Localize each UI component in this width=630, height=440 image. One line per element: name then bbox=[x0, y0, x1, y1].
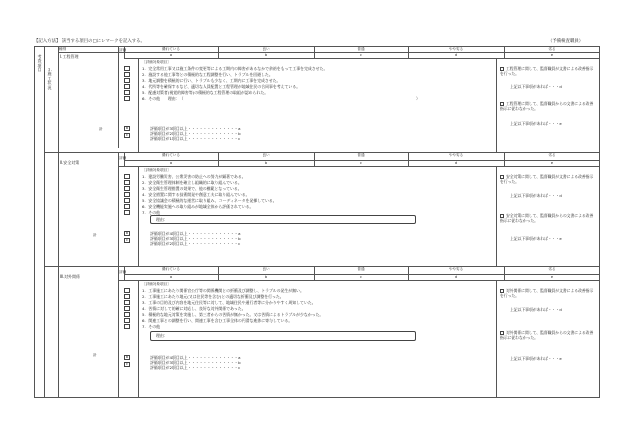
note-text: 安全対策に関して、監督職員が文書による改善指示を行った。 bbox=[500, 174, 594, 185]
eval-item: 2．工事施工にあたり地元(又は住民等を含む)との適切な折衝及び調整を行った。 bbox=[142, 294, 284, 299]
grade-label: 良い bbox=[262, 267, 270, 271]
count-rule: 評価項目が2項目以上・・・・・・・・・・・・・c bbox=[150, 365, 241, 370]
target-heading: ［評価対象項目］ bbox=[142, 60, 171, 64]
note-text: 上記以下事項があれば・・・e bbox=[510, 356, 562, 361]
item-checkbox[interactable] bbox=[124, 288, 130, 293]
eval-item: 6．その他 理由：（ bbox=[142, 96, 184, 101]
eval-item: 5．積極的な地元対策を実施し、第三者からの苦情が無かった。又は苦情によるトラブルが少なかった。 bbox=[142, 312, 324, 317]
target-heading: ［評価対象項目］ bbox=[142, 168, 171, 172]
grade-letter: c bbox=[360, 160, 362, 165]
item-checkbox[interactable] bbox=[124, 294, 130, 299]
category-label: 考査項目 bbox=[37, 54, 42, 73]
grade-label: 優れている bbox=[162, 47, 180, 51]
grade-letter: a bbox=[169, 274, 173, 279]
grade-letter: e bbox=[550, 274, 554, 279]
grade-letter: c bbox=[360, 53, 362, 57]
eval-item: 5．配慮対策者(視覚的障害等)の積極的な工程管理の取組が認められた。 bbox=[142, 90, 269, 95]
eval-item: 1．建設労働災害、公衆災害の防止への努力が顕著である。 bbox=[142, 174, 246, 179]
note-text: 工程管理に関して、監督職員からの文書による改善指示に従わなかった。 bbox=[500, 101, 594, 112]
item-checkbox[interactable] bbox=[124, 312, 130, 317]
grade-label: 良い bbox=[262, 153, 270, 157]
note-text: 上記以下事項があれば・・・e bbox=[510, 236, 562, 241]
item-checkbox[interactable] bbox=[124, 72, 130, 77]
item-checkbox[interactable] bbox=[124, 192, 130, 197]
grade-letter: b bbox=[264, 53, 268, 57]
count-rule: 評価項目が4項目以上・・・・・・・・・・・・・a bbox=[150, 355, 241, 360]
eval-label: 評価 bbox=[119, 156, 127, 160]
eval-item: 4．苦情に対して的確に対応し、良好な対外関係であった。 bbox=[142, 306, 246, 311]
grade-letter: b bbox=[264, 274, 268, 279]
subcategory-label: ３．施工状況 bbox=[47, 67, 55, 90]
eval-item: 3．地元調整を積極的に行い、トラブルも少なく、工期内に工事を完成させた。 bbox=[142, 78, 281, 83]
eval-item: 5．安全協議会の積極的な運営に取り組み、コーディネータを発揮している。 bbox=[142, 198, 277, 203]
note-text: 安全対策に関して、監督職員からの文書による改善指示に従わなかった。 bbox=[500, 213, 594, 224]
item-checkbox[interactable] bbox=[124, 318, 130, 323]
eval-item: 3．工事の目的及び内容を地元住民等に対して、地域住民や通行者等に分かりやすく周知していた。 bbox=[142, 300, 316, 305]
grade-label: 普通 bbox=[357, 267, 365, 271]
item-checkbox[interactable] bbox=[124, 96, 130, 101]
note-text: 上記以下事項があれば・・・e bbox=[510, 121, 562, 126]
item-checkbox[interactable] bbox=[124, 180, 130, 185]
reason-close: ） bbox=[416, 96, 420, 101]
item-checkbox[interactable] bbox=[124, 66, 130, 71]
grade-label: 普通 bbox=[357, 47, 365, 51]
total-box-letter: c bbox=[126, 132, 128, 137]
total-label: 計 bbox=[93, 233, 97, 237]
eval-item: 1．完全常用工事又は施工条件の変更等による工期内の障害があるなかで余裕をもって工事を完成させた。 bbox=[142, 66, 328, 71]
note-text: 上記以下事項があれば・・・d bbox=[510, 193, 562, 198]
total-box-letter: b bbox=[125, 125, 129, 130]
grade-label: 優れている bbox=[162, 267, 180, 271]
grade-letter: e bbox=[550, 53, 554, 57]
target-heading: ［評価対象項目］ bbox=[142, 282, 171, 286]
grade-label: 良い bbox=[262, 47, 270, 51]
grade-label: やや劣る bbox=[448, 153, 464, 157]
total-label: 計 bbox=[99, 127, 103, 131]
item-checkbox[interactable] bbox=[124, 300, 130, 305]
reason-label: 理由： bbox=[156, 217, 168, 222]
reason-label: 理由： bbox=[156, 333, 168, 338]
count-rule: 評価項目が2項目以上・・・・・・・・・・・・・c bbox=[150, 241, 241, 246]
total-box-letter: c bbox=[126, 237, 128, 242]
grade-label: 優れている bbox=[162, 153, 180, 157]
grade-label: やや劣る bbox=[448, 267, 464, 271]
note-text: 上記以下事項があれば・・・d bbox=[510, 307, 562, 312]
reason-bracket[interactable] bbox=[150, 331, 416, 341]
item-checkbox[interactable] bbox=[124, 186, 130, 191]
reviewer-label: （予備検査職員） bbox=[548, 39, 584, 44]
eval-item: 7．その他 bbox=[142, 324, 161, 329]
item-checkbox[interactable] bbox=[124, 306, 130, 311]
note-text: 対外関係に関して、監督職員が文書による改善指示を行った。 bbox=[500, 288, 594, 299]
note-text: 工程管理に関して、監督職員が文書による改善指示を行った。 bbox=[500, 66, 594, 77]
grade-letter: d bbox=[454, 53, 458, 57]
grade-label: 劣る bbox=[548, 153, 556, 157]
eval-item: 6．関連工事との調整を行い、関連工事を含む工事全体の円滑な進捗に寄与している。 bbox=[142, 318, 293, 323]
grade-letter: b bbox=[264, 160, 268, 165]
eval-label: 評価 bbox=[119, 270, 127, 274]
item-checkbox[interactable] bbox=[124, 174, 130, 179]
kind-label: 種別 bbox=[59, 47, 67, 51]
item-checkbox[interactable] bbox=[124, 198, 130, 203]
item-checkbox[interactable] bbox=[124, 78, 130, 83]
grade-label: やや劣る bbox=[448, 47, 464, 51]
grade-label: 普通 bbox=[357, 153, 365, 157]
note-text: 上記以下事項があれば・・・d bbox=[510, 84, 562, 89]
count-rule: 評価項目が4項目以上・・・・・・・・・・・・・a bbox=[150, 231, 241, 236]
eval-item: 3．安全衛生管理措置の効果で、他の模範となっている。 bbox=[142, 186, 242, 191]
count-rule: 評価項目が2項目以上・・・・・・・・・・・・・b bbox=[150, 131, 241, 136]
eval-item: 4．代所等を確保するなど、適切な人員配置と工程管理が地域住民の合同事を考えている。 bbox=[142, 84, 301, 89]
eval-item: 4．安全措置に関する技術開発や創意工夫に取り組んでいる。 bbox=[142, 192, 250, 197]
count-rule: 評価項目が3項目以上・・・・・・・・・・・・・a bbox=[150, 126, 241, 131]
eval-item: 2．施設する他工事等との積極的な工程調整を行い、トラブルを回避した。 bbox=[142, 72, 273, 77]
eval-label: 評価 bbox=[119, 48, 127, 52]
total-box-letter: b bbox=[125, 230, 129, 235]
note-text: 対外関係に関して、監督職員からの文書による改善指示に従わなかった。 bbox=[500, 330, 594, 341]
grade-letter: d bbox=[454, 160, 458, 165]
total-label: 計 bbox=[93, 353, 97, 357]
section-title: Ⅲ.対外関係 bbox=[60, 274, 81, 279]
count-rule: 評価項目が1項目以上・・・・・・・・・・・・・c bbox=[150, 136, 241, 141]
eval-item: 2．安全衛生管理体制を確立し組織的に取り組んでいる。 bbox=[142, 180, 242, 185]
item-checkbox[interactable] bbox=[124, 324, 130, 329]
count-rule: 評価項目が3項目以上・・・・・・・・・・・・・b bbox=[150, 236, 241, 241]
grade-letter: e bbox=[550, 160, 554, 165]
grade-label: 劣る bbox=[548, 47, 556, 51]
grade-letter: c bbox=[360, 274, 362, 279]
grade-label: 劣る bbox=[548, 267, 556, 271]
section-title: Ⅱ.安全対策 bbox=[60, 160, 80, 165]
item-checkbox[interactable] bbox=[124, 204, 130, 209]
section-title: Ⅰ.工程管理 bbox=[60, 54, 79, 59]
item-checkbox[interactable] bbox=[124, 210, 130, 215]
instruction-text: 【記入方法】 該当する項目の□にレマークを記入する。 bbox=[34, 39, 145, 44]
total-box-letter: c bbox=[126, 361, 128, 366]
grade-letter: d bbox=[454, 274, 458, 279]
count-rule: 評価項目が3項目以上・・・・・・・・・・・・・b bbox=[150, 360, 241, 365]
item-checkbox[interactable] bbox=[124, 90, 130, 95]
eval-item: 7．その他 bbox=[142, 210, 161, 215]
total-box-letter: b bbox=[125, 354, 129, 359]
item-checkbox[interactable] bbox=[124, 84, 130, 89]
eval-item: 1．工事施工にあたり関係官公庁等の関係機関との折衝及び調整し、トラブルの発生が無い。 bbox=[142, 288, 304, 293]
grade-letter: a bbox=[169, 160, 173, 165]
eval-item: 6．安全機能実施への取り組みが地域全体から評価されている。 bbox=[142, 204, 254, 209]
grade-letter: a bbox=[169, 53, 173, 57]
reason-bracket[interactable] bbox=[150, 215, 416, 224]
